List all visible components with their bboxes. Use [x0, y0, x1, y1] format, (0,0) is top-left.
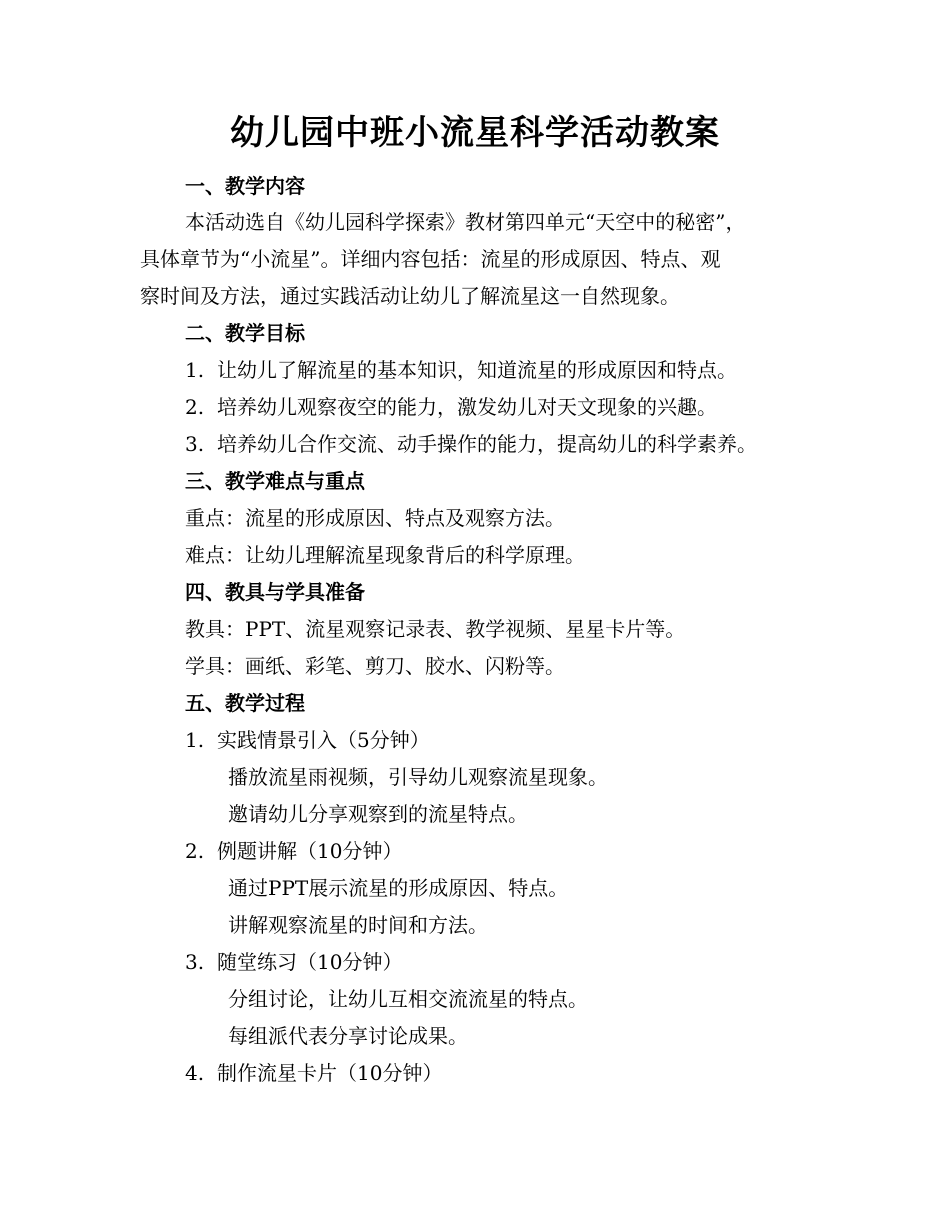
step-number: 1.	[185, 728, 205, 752]
step-title: 例题讲解（10分钟）	[217, 839, 403, 863]
section-heading-content: 一、教学内容	[185, 174, 305, 198]
step-detail: 播放流星雨视频，引导幼儿观察流星现象。	[228, 765, 608, 789]
difficulty-line: 难点：让幼儿理解流星现象背后的科学原理。	[185, 543, 585, 567]
step-title: 随堂练习（10分钟）	[217, 950, 403, 974]
item-text: 培养幼儿观察夜空的能力，激发幼儿对天文现象的兴趣。	[217, 395, 717, 419]
process-step	[185, 837, 402, 865]
step-number: 2.	[185, 839, 205, 863]
section-heading-materials: 四、教具与学具准备	[185, 580, 365, 604]
step-detail: 通过PPT展示流星的形成原因、特点。	[228, 876, 569, 900]
item-number: 3.	[185, 432, 205, 456]
step-number: 4.	[185, 1061, 205, 1085]
key-point-line: 重点：流星的形成原因、特点及观察方法。	[185, 506, 565, 530]
step-detail: 邀请幼儿分享观察到的流星特点。	[228, 802, 528, 826]
step-title: 实践情景引入（5分钟）	[217, 728, 430, 752]
item-number: 2.	[185, 395, 205, 419]
item-text: 培养幼儿合作交流、动手操作的能力，提高幼儿的科学素养。	[217, 432, 757, 456]
paragraph-line: 本活动选自《幼儿园科学探索》教材第四单元“天空中的秘密”，	[185, 210, 746, 234]
teaching-aids-line: 教具：PPT、流星观察记录表、教学视频、星星卡片等。	[185, 617, 686, 641]
process-step	[185, 726, 430, 754]
step-detail: 分组讨论，让幼儿互相交流流星的特点。	[228, 987, 588, 1011]
process-step	[185, 1059, 442, 1087]
objective-item	[185, 393, 717, 421]
objective-item	[185, 356, 737, 384]
learning-tools-line: 学具：画纸、彩笔、剪刀、胶水、闪粉等。	[185, 654, 565, 678]
process-step	[185, 948, 402, 976]
objective-item	[185, 430, 757, 458]
paragraph-line: 具体章节为“小流星”。详细内容包括：流星的形成原因、特点、观	[140, 247, 721, 271]
step-title: 制作流星卡片（10分钟）	[217, 1061, 443, 1085]
item-text: 让幼儿了解流星的基本知识，知道流星的形成原因和特点。	[217, 358, 737, 382]
step-detail: 每组派代表分享讨论成果。	[228, 1024, 468, 1048]
step-number: 3.	[185, 950, 205, 974]
section-heading-process: 五、教学过程	[185, 691, 305, 715]
paragraph-line: 察时间及方法，通过实践活动让幼儿了解流星这一自然现象。	[140, 284, 680, 308]
section-heading-objectives: 二、教学目标	[185, 321, 305, 345]
document-title: 幼儿园中班小流星科学活动教案	[230, 113, 720, 153]
step-detail: 讲解观察流星的时间和方法。	[228, 913, 488, 937]
item-number: 1.	[185, 358, 205, 382]
section-heading-key-points: 三、教学难点与重点	[185, 469, 365, 493]
